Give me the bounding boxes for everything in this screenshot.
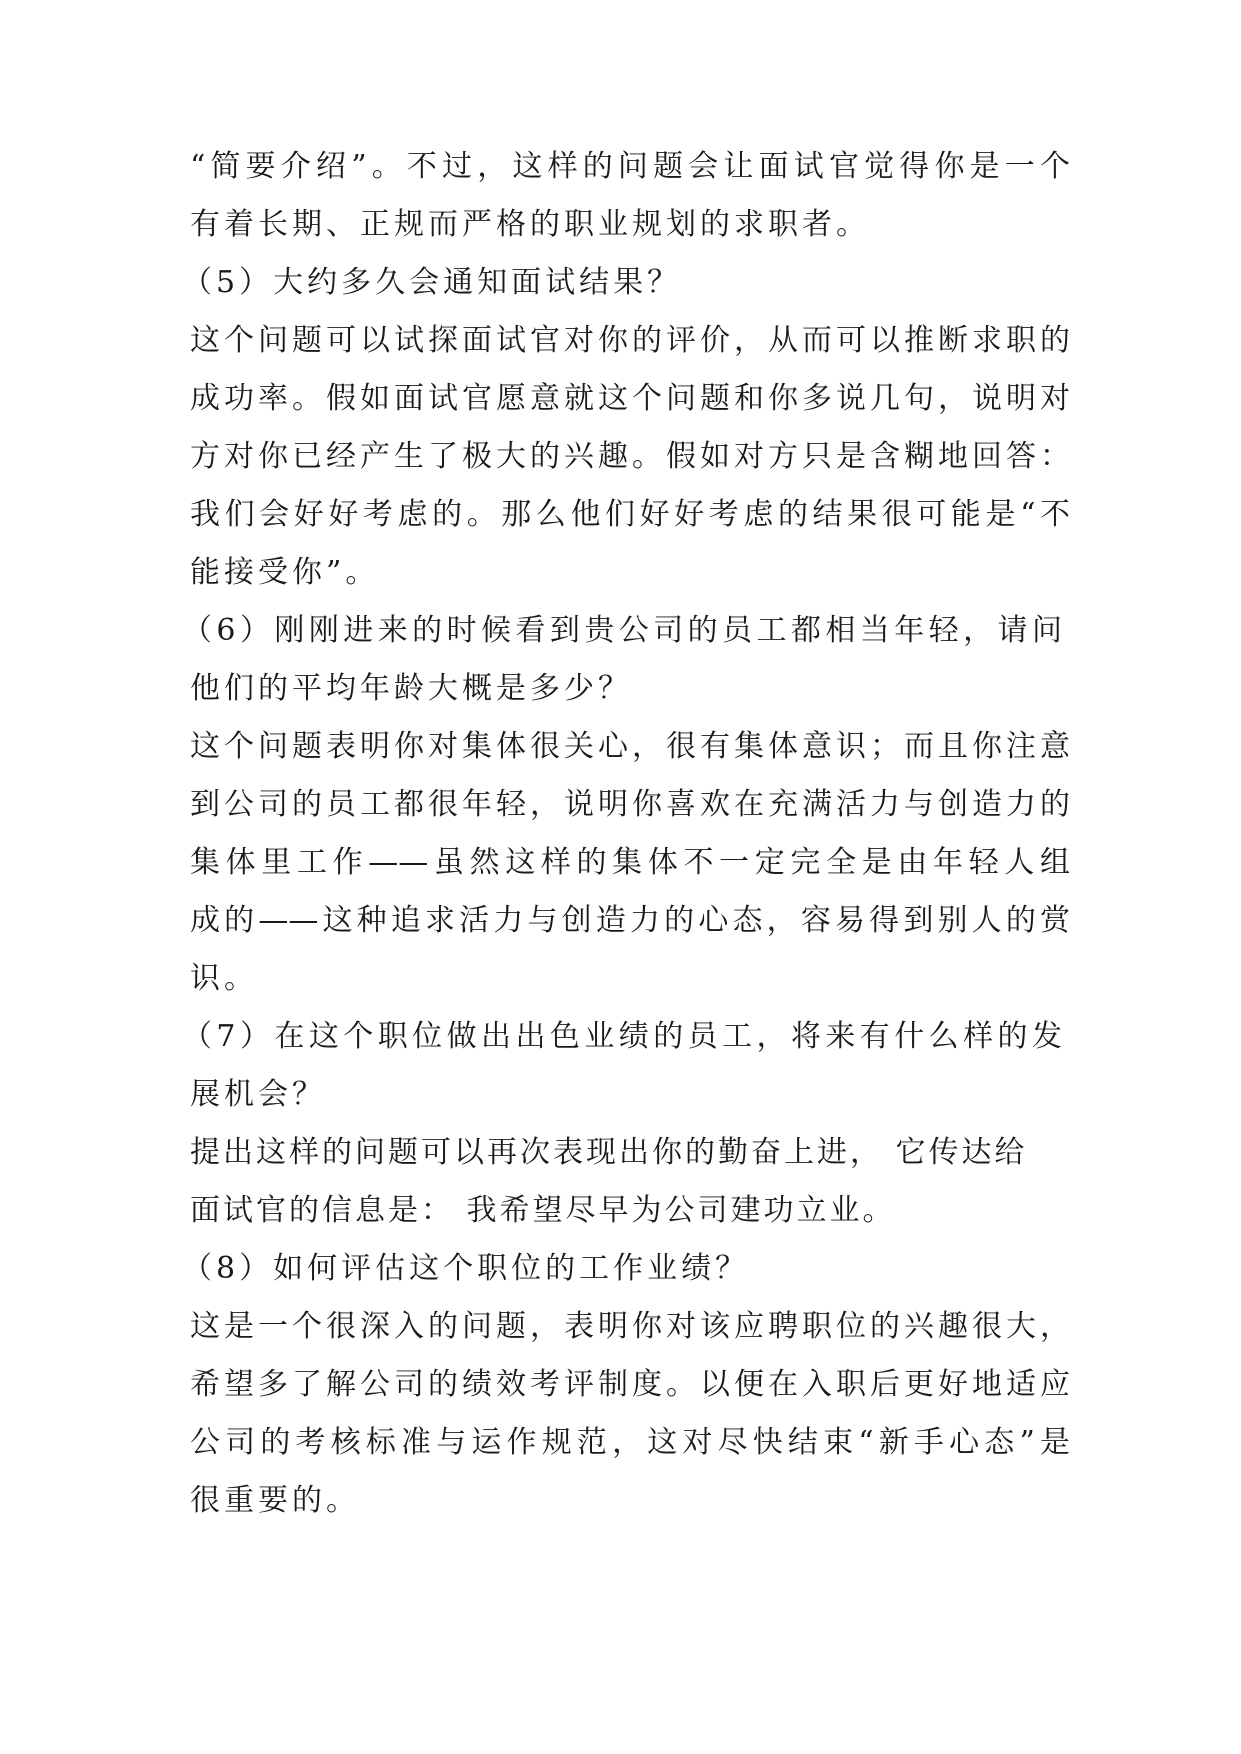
- text-line: 希望多了解公司的绩效考评制度。以便在入职后更好地适应: [190, 1367, 1070, 1402]
- question-heading: （6）刚刚进来的时候看到贵公司的员工都相当年轻，请问: [182, 613, 1062, 648]
- question-heading: （8）如何评估这个职位的工作业绩？: [182, 1251, 750, 1286]
- text-line: 成的——这种追求活力与创造力的心态，容易得到别人的赏: [190, 903, 1070, 938]
- text-line: 有着长期、正规而严格的职业规划的求职者。: [190, 207, 870, 242]
- question-heading: 他们的平均年龄大概是多少？: [190, 671, 632, 706]
- text-line: 我们会好好考虑的。那么他们好好考虑的结果很可能是“不: [190, 497, 1070, 532]
- question-heading: 展机会？: [190, 1077, 326, 1112]
- text-line: 方对你已经产生了极大的兴趣。假如对方只是含糊地回答：: [190, 439, 1070, 474]
- text-line: 这个问题可以试探面试官对你的评价，从而可以推断求职的: [190, 323, 1070, 358]
- text-line: 提出这样的问题可以再次表现出你的勤奋上进， 它传达给: [190, 1135, 1028, 1170]
- text-line: 成功率。假如面试官愿意就这个问题和你多说几句，说明对: [190, 381, 1070, 416]
- text-line: 这个问题表明你对集体很关心，很有集体意识；而且你注意: [190, 729, 1070, 764]
- text-line: 到公司的员工都很年轻，说明你喜欢在充满活力与创造力的: [190, 787, 1070, 822]
- text-line: 集体里工作——虽然这样的集体不一定完全是由年轻人组: [190, 845, 1070, 880]
- text-line: 能接受你”。: [190, 555, 380, 590]
- question-heading: （5）大约多久会通知面试结果？: [182, 265, 682, 300]
- question-heading: （7）在这个职位做出出色业绩的员工，将来有什么样的发: [182, 1019, 1062, 1054]
- text-line: 公司的考核标准与运作规范，这对尽快结束“新手心态”是: [190, 1425, 1070, 1460]
- text-line: “简要介绍”。不过，这样的问题会让面试官觉得你是一个: [190, 149, 1070, 184]
- text-line: 识。: [190, 961, 258, 996]
- text-line: 这是一个很深入的问题，表明你对该应聘职位的兴趣很大，: [190, 1309, 1070, 1344]
- text-line: 很重要的。: [190, 1483, 360, 1518]
- text-line: 面试官的信息是： 我希望尽早为公司建功立业。: [190, 1193, 896, 1228]
